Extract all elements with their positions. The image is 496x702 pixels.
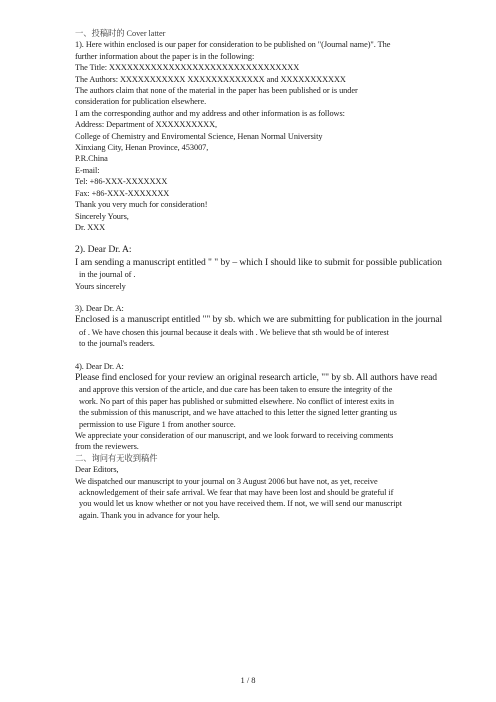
paragraph-line: again. Thank you in advance for your help. <box>79 510 220 520</box>
paragraph-line: Please find enclosed for your review an original research article, "" by sb. All authors have read <box>75 371 438 383</box>
spacer <box>75 350 435 361</box>
letter-heading: 2). Dear Dr. A: <box>75 244 132 256</box>
paragraph-line: We dispatched our manuscript to your journal on 3 August 2006 but have not, as yet, receive <box>75 476 378 486</box>
section-heading-cover-letter: 一、投稿时的 Cover latter <box>75 29 166 38</box>
document-page <box>75 28 443 521</box>
paragraph-line: acknowledgement of their safe arrival. We fear that may have been lost and should be grateful if <box>79 488 394 498</box>
paragraph-line: I am the corresponding author and my address and other information is as follows: <box>75 108 345 118</box>
email-line: E-mail: <box>75 165 100 175</box>
spacer <box>75 292 435 303</box>
title-line: The Title: XXXXXXXXXXXXXXXXXXXXXXXXXXXXXXXX <box>75 63 300 73</box>
signature-line: Dr. XXX <box>75 222 106 232</box>
paragraph-line: I am sending a manuscript entitled " " by – which I should like to submit for possible publication <box>75 256 442 268</box>
closing-line: Sincerely Yours, <box>75 211 129 221</box>
letter-heading: 3). Dear Dr. A: <box>75 303 124 313</box>
paragraph-line: work. No part of this paper has published or submitted elsewhere. No conflict of interest exits in <box>79 396 394 406</box>
tel-line: Tel: +86-XXX-XXXXXXX <box>75 177 168 187</box>
paragraph-line: Enclosed is a manuscript entitled "" by sb. which we are submitting for publication in the journal <box>75 314 443 326</box>
paragraph-line: further information about the paper is in the following: <box>75 51 255 61</box>
fax-line: Fax: +86-XXX-XXXXXXX <box>75 188 170 198</box>
salutation-line: Dear Editors, <box>75 465 119 475</box>
paragraph-line: to the journal's readers. <box>79 339 155 349</box>
paragraph-line: The authors claim that none of the material in the paper has been published or is under <box>75 86 358 96</box>
spacer <box>75 233 435 244</box>
address-line: College of Chemistry and Enviromental Science, Henan Normal University <box>75 131 323 141</box>
paragraph-line: permission to use Figure 1 from another source. <box>79 419 236 429</box>
page-number: 1 / 8 <box>240 675 256 685</box>
paragraph-line: the submission of this manuscript, and we have attached to this letter the signed letter granting us <box>79 408 397 418</box>
paragraph-line: from the reviewers. <box>75 442 139 452</box>
paragraph-line: and approve this version of the article, and due care has been taken to ensure the integrity of the <box>79 385 393 395</box>
paragraph-line: We appreciate your consideration of our manuscript, and we look forward to receiving comments <box>75 431 394 440</box>
paragraph-line: consideration for publication elsewhere. <box>75 97 207 107</box>
paragraph-line: in the journal of . <box>79 270 136 280</box>
paragraph-line: 1). Here within enclosed is our paper for consideration to be published on "(Journal name)". The <box>75 40 391 50</box>
address-line: Address: Department of XXXXXXXXXX, <box>75 120 218 130</box>
address-line: P.R.China <box>75 154 108 164</box>
section-heading-inquiry: 二、询问有无收到稿件 <box>75 453 158 463</box>
letter-heading: 4). Dear Dr. A: <box>75 361 124 371</box>
closing-line: Yours sincerely <box>75 281 126 291</box>
paragraph-line: of . We have chosen this journal because it deals with . We believe that sth would be of interest <box>79 327 389 337</box>
paragraph-line: you would let us know whether or not you have received them. If not, we will send our manuscript <box>79 499 402 509</box>
authors-line: The Authors: XXXXXXXXXXX XXXXXXXXXXXXX and XXXXXXXXXXX <box>75 74 346 84</box>
paragraph-line: Thank you very much for consideration! <box>75 200 208 210</box>
address-line: Xinxiang City, Henan Province, 453007, <box>75 143 209 153</box>
